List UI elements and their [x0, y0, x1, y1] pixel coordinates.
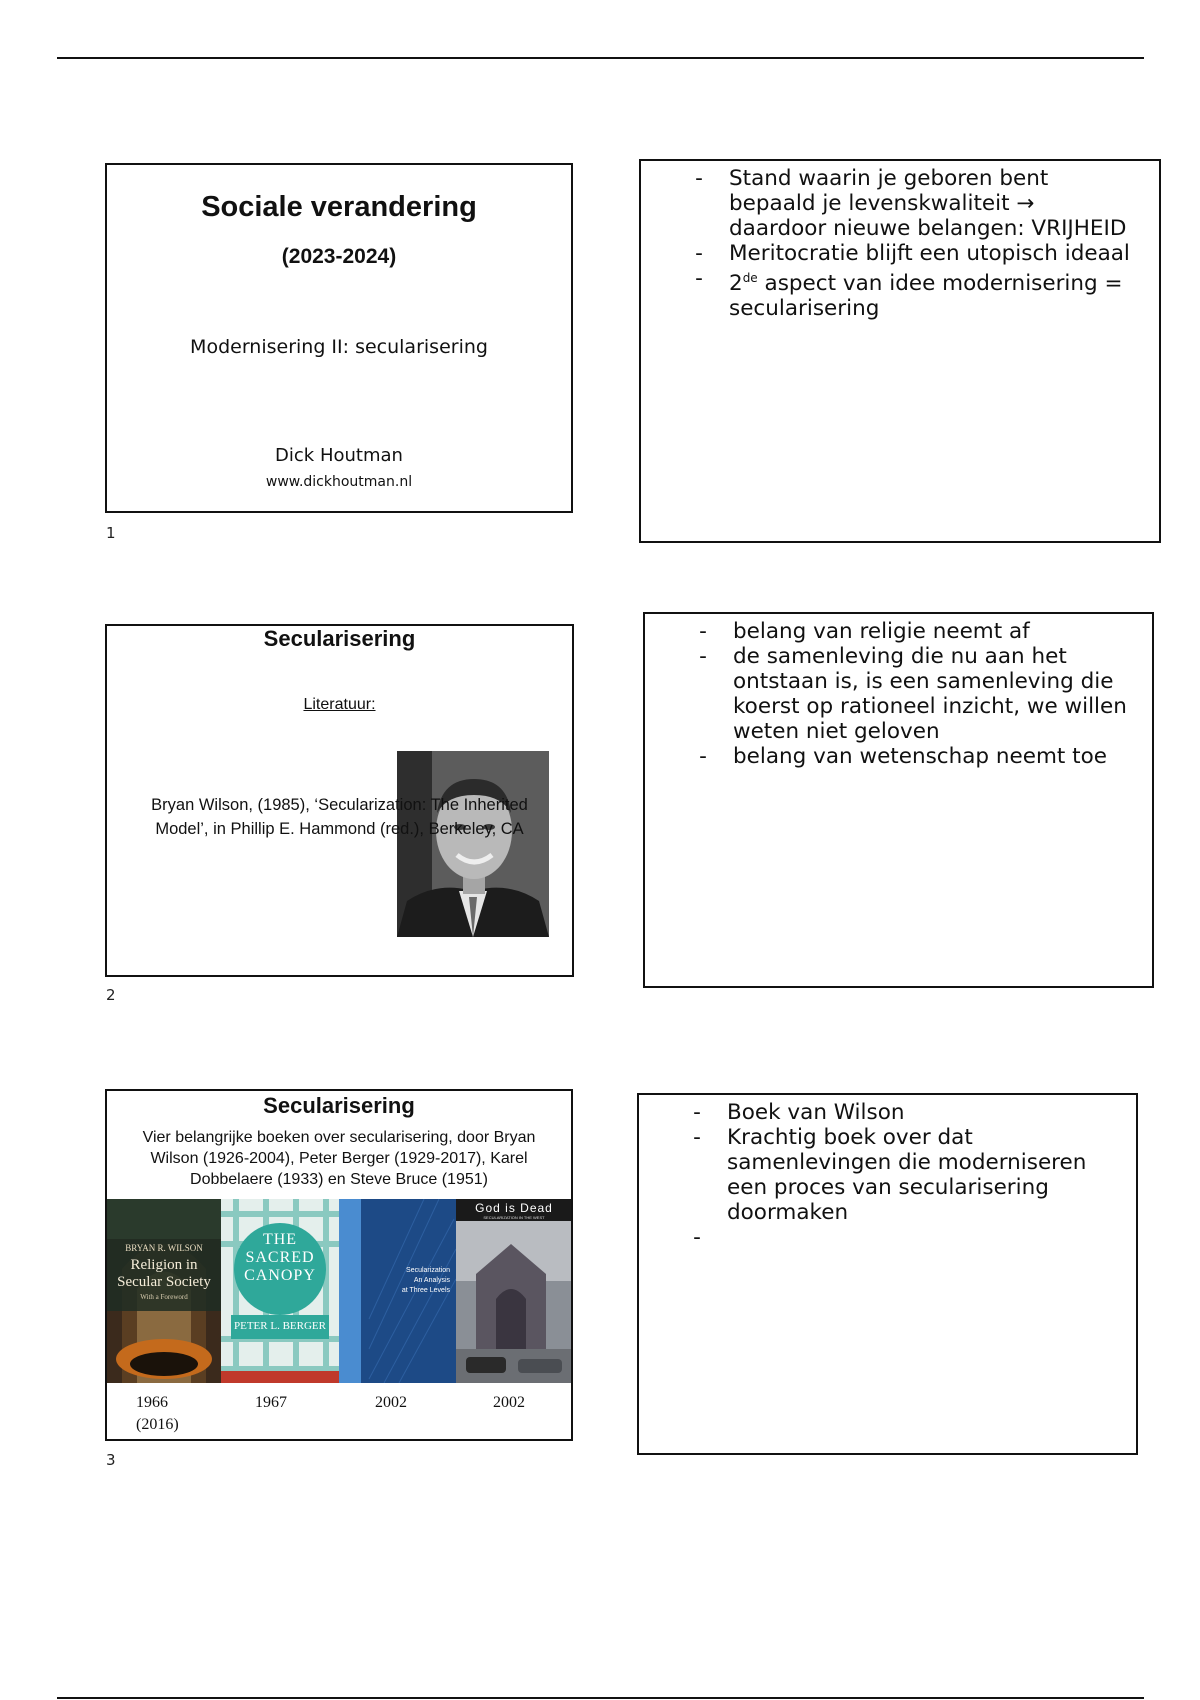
note-list	[689, 166, 1130, 321]
bullet-dash: -	[693, 1125, 701, 1150]
slide-number: 2	[106, 986, 116, 1004]
book-year: 1966	[136, 1394, 168, 1411]
bullet-dash: -	[695, 266, 703, 291]
note-box-3[interactable]	[637, 1093, 1138, 1455]
book-title: An Analysis	[413, 1277, 450, 1284]
slide-website: www.dickhoutman.nl	[265, 474, 413, 490]
note-item	[687, 1225, 1086, 1250]
note-text: belang van wetenschap neemt toe	[733, 744, 1107, 769]
bullet-dash: -	[699, 644, 707, 669]
note-text: bepaald je levenskwaliteit →	[729, 191, 1035, 216]
note-text: koerst op rationeel inzicht, we willen	[733, 694, 1127, 719]
slide-subtitle: (2023-2024)	[281, 245, 397, 268]
note-text: samenlevingen die moderniseren	[727, 1150, 1087, 1175]
bullet-dash: -	[699, 619, 707, 644]
slide-title: Secularisering	[263, 1093, 415, 1118]
slide-title: Sociale verandering	[201, 191, 477, 223]
note-item	[693, 644, 1127, 744]
citation-line: Model’, in Phillip E. Hammond (red.), Berkeley, CA	[155, 820, 524, 838]
book-year: 2002	[493, 1394, 525, 1411]
note-text: daardoor nieuwe belangen: VRIJHEID	[729, 216, 1127, 241]
note-text: aspect van idee modernisering =	[757, 271, 1123, 297]
note-text: weten niet geloven	[733, 719, 940, 744]
book-cover-religion-in-secular-society	[107, 1199, 221, 1383]
book-subtitle: With a Foreword	[140, 1293, 188, 1301]
literature-label: Literatuur:	[303, 696, 376, 713]
slide-1[interactable]	[105, 163, 573, 513]
book-cover-god-is-dead	[456, 1199, 572, 1383]
note-text: Krachtig boek over dat	[727, 1125, 973, 1150]
note-box-2[interactable]	[643, 612, 1154, 988]
book-year: 1967	[255, 1394, 287, 1411]
book-title: Secularization	[406, 1267, 450, 1274]
slide-2[interactable]	[105, 624, 574, 977]
note-text: secularisering	[729, 296, 880, 322]
book-subtitle: SECULARIZATION IN THE WEST	[483, 1215, 545, 1220]
note-text: belang van religie neemt af	[733, 619, 1030, 644]
note-item	[693, 744, 1127, 769]
note-item	[687, 1125, 1086, 1225]
book-year: (2016)	[136, 1416, 179, 1433]
book-year: 2002	[375, 1394, 407, 1411]
note-list	[693, 619, 1127, 769]
slide-title: Secularisering	[263, 626, 416, 651]
note-box-1[interactable]	[639, 159, 1161, 543]
slide-number: 3	[106, 1451, 116, 1469]
note-text: een proces van secularisering	[727, 1175, 1049, 1200]
intro-line: Dobbelaere (1933) en Steve Bruce (1951)	[190, 1171, 488, 1188]
slide-3[interactable]	[105, 1089, 573, 1441]
intro-line: Wilson (1926-2004), Peter Berger (1929-2017), Karel	[150, 1150, 528, 1167]
note-item	[693, 619, 1127, 644]
book-title: SACRED	[245, 1249, 315, 1266]
book-title: Secular Society	[117, 1274, 211, 1290]
book-cover-the-sacred-canopy	[221, 1199, 339, 1383]
superscript: de	[742, 271, 758, 285]
note-text: ontstaan is, is een samenleving die	[733, 669, 1114, 694]
note-item	[689, 241, 1130, 266]
book-title: CANOPY	[244, 1267, 316, 1284]
note-text: Stand waarin je geboren bent	[729, 166, 1049, 191]
slide-author: Dick Houtman	[275, 445, 403, 466]
note-item	[689, 266, 1130, 321]
book-author: PETER L. BERGER	[234, 1320, 326, 1332]
book-title: Religion in	[130, 1257, 198, 1273]
note-item	[689, 166, 1130, 241]
note-text: Boek van Wilson	[727, 1100, 905, 1125]
note-text: Meritocratie blijft een utopisch ideaal	[729, 241, 1130, 266]
citation-line: Bryan Wilson, (1985), ‘Secularization: The Inherited	[151, 796, 528, 814]
note-list	[687, 1100, 1086, 1250]
book-title: at Three Levels	[401, 1287, 450, 1294]
book-cover-secularization-three-levels	[339, 1199, 456, 1383]
book-author: BRYAN R. WILSON	[125, 1243, 203, 1253]
bullet-dash: -	[699, 744, 707, 769]
bottom-rule	[57, 1697, 1144, 1699]
top-rule	[57, 57, 1144, 59]
author-photo	[397, 751, 549, 937]
note-text: de samenleving die nu aan het	[733, 644, 1067, 669]
bullet-dash: -	[693, 1225, 701, 1250]
slide-topic: Modernisering II: secularisering	[190, 336, 488, 358]
bullet-dash: -	[693, 1100, 701, 1125]
bullet-dash: -	[695, 241, 703, 266]
book-title: God is Dead	[475, 1201, 553, 1215]
slide-number: 1	[106, 524, 116, 542]
bullet-dash: -	[695, 166, 703, 191]
note-text: doormaken	[727, 1200, 849, 1225]
note-item	[687, 1100, 1086, 1125]
book-title: THE	[262, 1231, 298, 1248]
note-text: 2	[729, 271, 743, 297]
intro-line: Vier belangrijke boeken over secularisering, door Bryan	[142, 1129, 536, 1146]
